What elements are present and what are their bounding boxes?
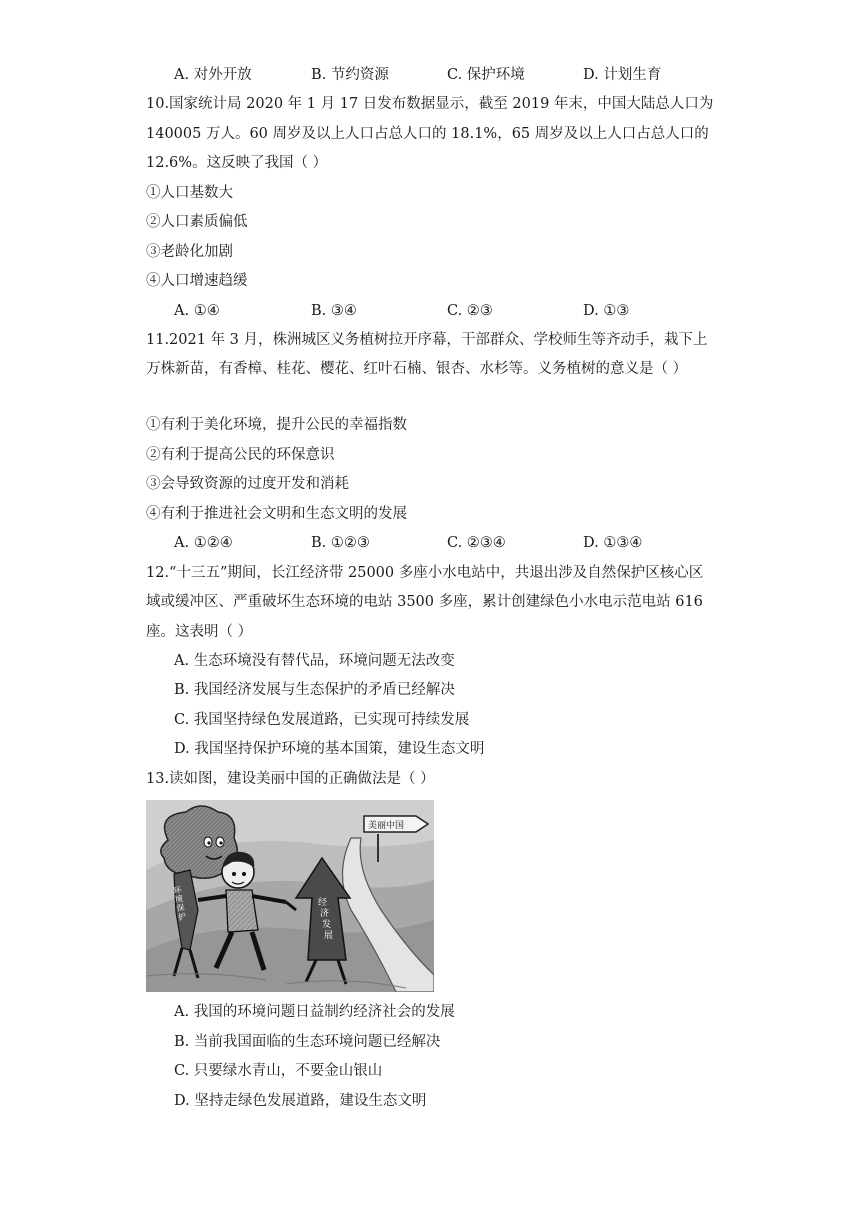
arrow-text-1: 经 xyxy=(318,898,328,908)
tree-text-4: 护 xyxy=(177,911,187,923)
q9-option-a: A. 对外开放 xyxy=(174,67,252,83)
arrow-text-3: 发 xyxy=(322,920,332,930)
q11-statement-2: ②有利于提高公民的环保意识 xyxy=(146,447,335,463)
q10-option-c: C. ②③ xyxy=(447,303,493,319)
cartoon-illustration xyxy=(146,800,434,992)
q13-stem: 13.读如图，建设美丽中国的正确做法是（ ） xyxy=(146,771,435,787)
q12-option-a: A. 生态环境没有替代品，环境问题无法改变 xyxy=(174,653,455,669)
tree-text-3: 保 xyxy=(175,902,186,914)
sign-text: 美丽中国 xyxy=(368,821,405,831)
q13-option-a: A. 我国的环境问题日益制约经济社会的发展 xyxy=(174,1004,455,1020)
q13-option-b: B. 当前我国面临的生态环境问题已经解决 xyxy=(174,1034,441,1050)
q10-option-d: D. ①③ xyxy=(583,303,630,319)
q11-stem-line-1: 11.2021 年 3 月，株洲城区义务植树拉开序幕，干部群众、学校师生等齐动手，栽下上 xyxy=(146,332,708,348)
q11-option-a: A. ①②④ xyxy=(174,535,233,551)
tree-text-1: 环 xyxy=(172,885,183,896)
q13-option-c: C. 只要绿水青山，不要金山银山 xyxy=(174,1063,383,1079)
q10-stem-line-1: 10.国家统计局 2020 年 1 月 17 日发布数据显示，截至 2019 年末，中国大陆总人口为 xyxy=(146,96,714,112)
q11-statement-3: ③会导致资源的过度开发和消耗 xyxy=(146,476,349,492)
q12-stem-line-2: 域或缓冲区、严重破坏生态环境的电站 3500 多座，累计创建绿色小水电示范电站 616 xyxy=(146,594,703,610)
q10-stem-line-2: 140005 万人。60 周岁及以上人口占总人口的 18.1%，65 周岁及以上人口占总人口的 xyxy=(146,126,709,142)
q12-option-d: D. 我国坚持保护环境的基本国策，建设生态文明 xyxy=(174,741,485,757)
q11-stem-line-2: 万株新苗，有香樟、桂花、樱花、红叶石楠、银杏、水杉等。义务植树的意义是（ ） xyxy=(146,361,688,377)
q10-statement-3: ③老龄化加剧 xyxy=(146,244,233,260)
q12-option-c: C. 我国坚持绿色发展道路，已实现可持续发展 xyxy=(174,712,470,728)
q11-option-d: D. ①③④ xyxy=(583,535,643,551)
q13-option-d: D. 坚持走绿色发展道路，建设生态文明 xyxy=(174,1093,427,1109)
arrow-text-2: 济 xyxy=(320,909,330,919)
q10-option-b: B. ③④ xyxy=(311,303,357,319)
q10-statement-4: ④人口增速趋缓 xyxy=(146,273,248,289)
arrow-text-4: 展 xyxy=(324,931,334,941)
q9-option-d: D. 计划生育 xyxy=(583,67,662,83)
q11-statement-4: ④有利于推进社会文明和生态文明的发展 xyxy=(146,506,407,522)
q10-stem-line-3: 12.6%。这反映了我国（ ） xyxy=(146,155,328,171)
q11-option-b: B. ①②③ xyxy=(311,535,370,551)
q11-statement-1: ①有利于美化环境，提升公民的幸福指数 xyxy=(146,417,407,433)
tree-text-2: 境 xyxy=(174,894,184,905)
q10-statement-2: ②人口素质偏低 xyxy=(146,214,248,230)
q12-stem-line-1: 12.“十三五”期间，长江经济带 25000 多座小水电站中，共退出涉及自然保护区核心区 xyxy=(146,565,704,581)
q10-option-a: A. ①④ xyxy=(174,303,220,319)
q11-option-c: C. ②③④ xyxy=(447,535,506,551)
q12-stem-line-3: 座。这表明（ ） xyxy=(146,624,253,640)
q12-option-b: B. 我国经济发展与生态保护的矛盾已经解决 xyxy=(174,682,455,698)
q9-option-c: C. 保护环境 xyxy=(447,67,525,83)
q10-statement-1: ①人口基数大 xyxy=(146,185,233,201)
q9-option-b: B. 节约资源 xyxy=(311,67,389,83)
q13-cartoon-image xyxy=(146,800,434,992)
